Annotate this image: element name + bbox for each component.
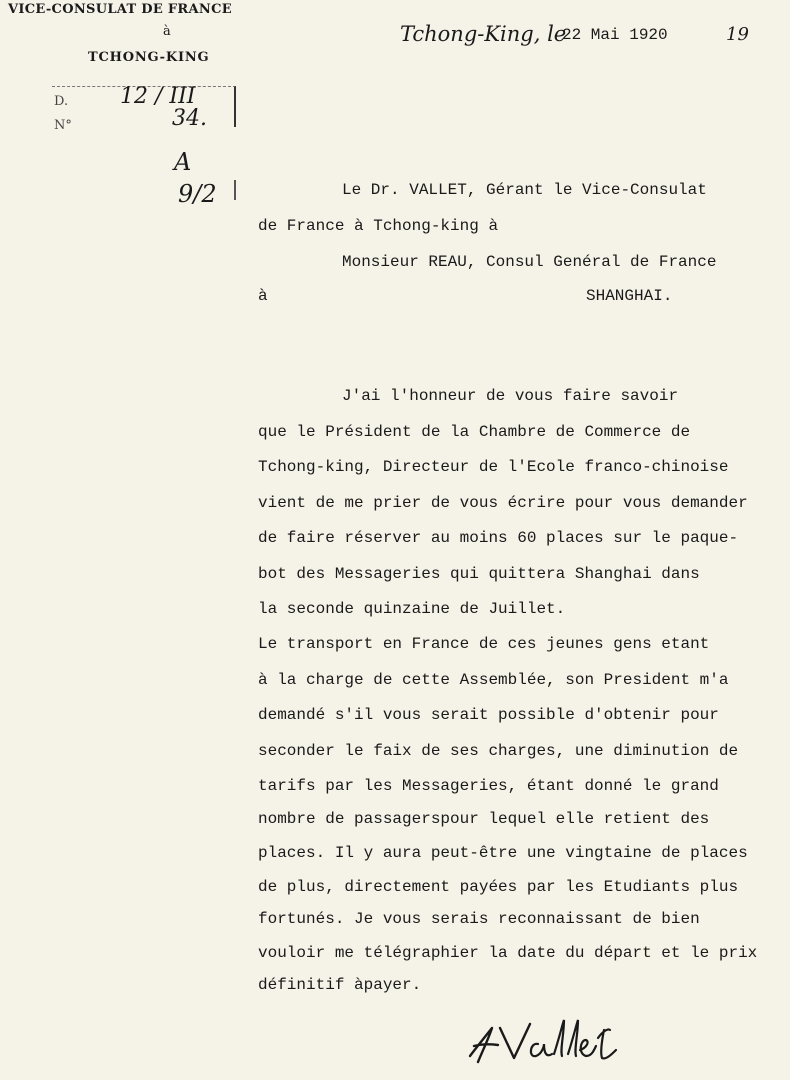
stamp-date-label: D. [54, 94, 69, 109]
dateline-date: 22 Mai 1920 [562, 26, 668, 44]
dateline-place: Tchong-King, le [400, 22, 567, 46]
address-recipient-prefix: à [258, 287, 268, 305]
body-line: fortunés. Je vous serais reconnaissant de bien [258, 910, 700, 928]
body-line: que le Président de la Chambre de Commerce de [258, 423, 691, 441]
address-recipient-city: SHANGHAI. [586, 287, 673, 305]
address-sender-line-2: de France à Tchong-king à [258, 217, 499, 235]
body-line: J'ai l'honneur de vous faire savoir [342, 387, 679, 405]
stamp-number-label: N° [54, 118, 72, 133]
letterhead-title: VICE-CONSULAT DE FRANCE [8, 2, 232, 17]
body-line: vient de me prier de vous écrire pour vous demander [258, 494, 748, 512]
stamp-tick-mark [234, 180, 236, 200]
body-line: de faire réserver au moins 60 places sur le paque- [258, 529, 739, 547]
filing-mark-letter: A [174, 148, 192, 176]
letterhead-preposition: à [163, 24, 171, 39]
letterhead-city: TCHONG-KING [88, 50, 210, 65]
body-line: nombre de passagerspour lequel elle retient des [258, 810, 710, 828]
filing-mark-number: 9/2 [178, 180, 217, 208]
body-line: bot des Messageries qui quittera Shanghai dans [258, 565, 700, 583]
body-line: demandé s'il vous serait possible d'obtenir pour [258, 706, 719, 724]
body-line: définitif àpayer. [258, 976, 422, 994]
body-line: tarifs par les Messageries, étant donné le grand [258, 777, 719, 795]
stamp-number-value: 34. [172, 106, 207, 131]
body-line: seconder le faix de ses charges, une diminution de [258, 742, 739, 760]
body-line: places. Il y aura peut-être une vingtaine de places [258, 844, 748, 862]
body-line: la seconde quinzaine de Juillet. [258, 600, 566, 618]
address-recipient-line: Monsieur REAU, Consul Genéral de France [342, 253, 717, 271]
address-sender-line: Le Dr. VALLET, Gérant le Vice-Consulat [342, 181, 707, 199]
stamp-date-value: 12 / III [120, 84, 196, 109]
body-line: à la charge de cette Assemblée, son President m'a [258, 671, 729, 689]
body-line: vouloir me télégraphier la date du départ et le prix [258, 944, 758, 962]
body-line: de plus, directement payées par les Etudiants plus [258, 878, 739, 896]
dateline-year-suffix: 19 [726, 24, 749, 45]
signature [462, 1008, 622, 1072]
body-line: Tchong-king, Directeur de l'Ecole franco-chinoise [258, 458, 729, 476]
body-line: Le transport en France de ces jeunes gens etant [258, 635, 710, 653]
